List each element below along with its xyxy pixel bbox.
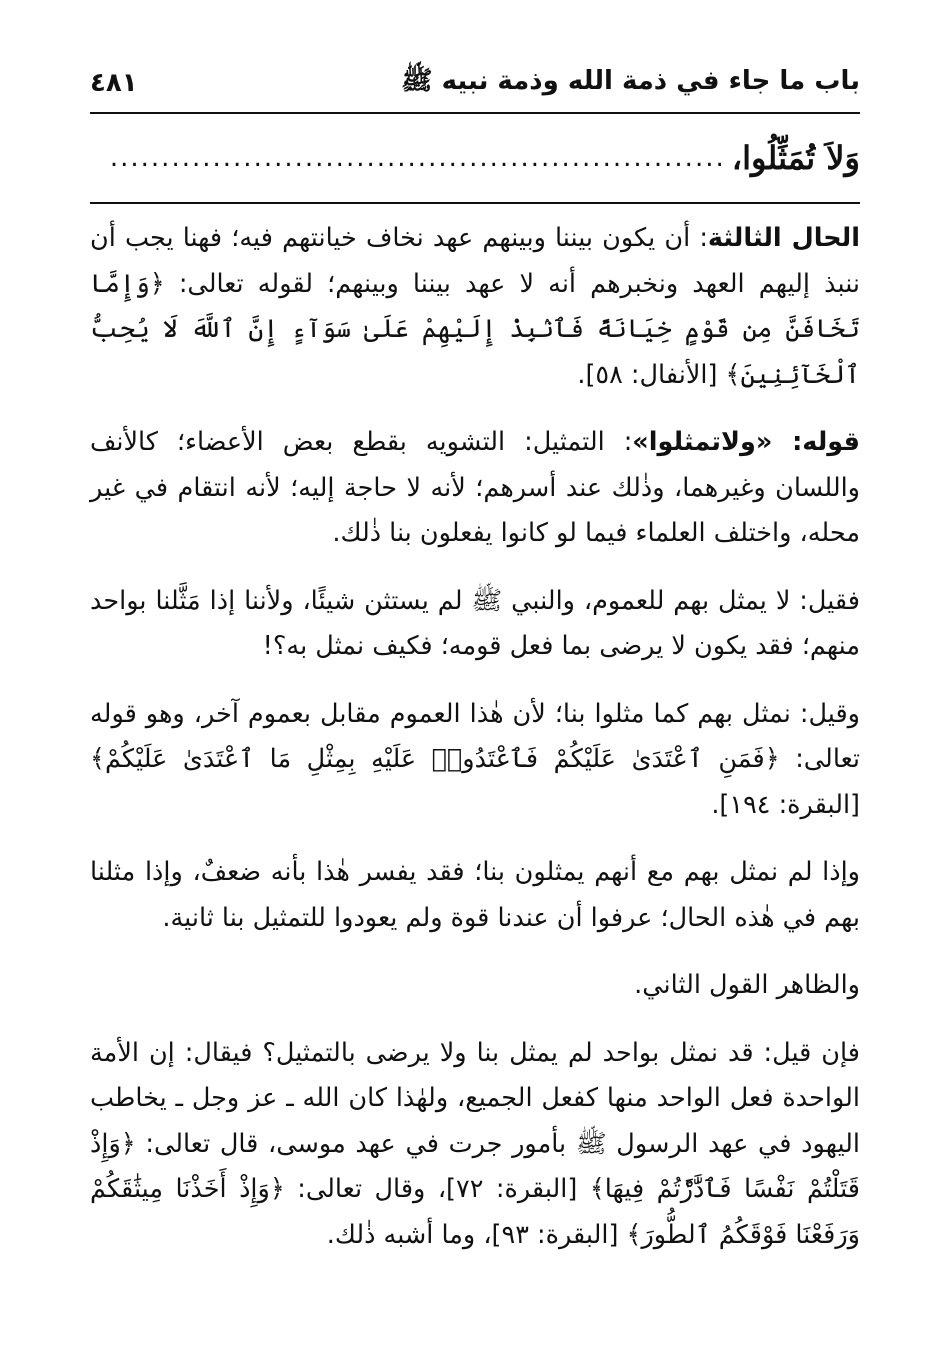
matn-quote-line: [90, 132, 860, 184]
paragraph-text: فإن قيل: قد نمثل بواحد لم يمثل بنا ولا يرضى بالتمثيل؟ فيقال: إن الأمة الواحدة فعل الواحد منها كفعل الجميع، ولهٰذا كان الله ـ عز وجل ـ يخاطب اليهود في عهد الرسول ﷺ بأمور جرت في عهد موسى، قال تعالى:: [90, 1037, 860, 1159]
paragraph-text: والظاهر القول الثاني.: [634, 970, 860, 1000]
paragraph-tail: [البقرة: ٧٢]، وقال تعالى: ﴿وَإِذْ أَخَذْنَا مِيثَٰقَكُمْ وَرَفَعْنَا فَوْقَكُمُ ٱلطُّورَ﴾ [البقرة: ٩٣]، وما أشبه ذٰلك.: [90, 1174, 860, 1250]
matn-leader-dots: ............................................................: [109, 143, 726, 173]
quran-verse: ﴿وَإِذْ قَتَلْتُمْ نَفْسًا فَٱدَّٰرَْٔتُمْ فِيهَا﴾: [90, 1128, 860, 1204]
paragraph: [90, 963, 860, 1009]
page-number: ٤٨١: [90, 68, 138, 98]
paragraph-text: : أن يكون بيننا وبينهم عهد نخاف خيانتهم فيه؛ فهنا يجب أن ننبذ إليهم العهد ونخبرهم أنه لا عهد بيننا وبينهم؛ لقوله تعالى:: [90, 223, 860, 299]
paragraph: [90, 850, 860, 941]
paragraph-text: وقيل: نمثل بهم كما مثلوا بنا؛ لأن هٰذا العموم مقابل بعموم آخر، وهو قوله تعالى:: [90, 698, 860, 774]
paragraph-text: : التمثيل: التشويه بقطع بعض الأعضاء؛ كالأنف واللسان وغيرهما، وذٰلك عند أسرهم؛ لأنه لا حاجة إليه؛ لأنه انتقام في غير محله، واختلف العلماء فيما لو كانوا يفعلون بنا ذٰلك.: [90, 427, 860, 548]
paragraph: [90, 1031, 860, 1259]
paragraph-text: فقيل: لا يمثل بهم للعموم، والنبي ﷺ لم يستثن شيئًا، ولأننا إذا مَثَّلنا بواحد منهم؛ فقد يكون لا يرضى بما فعل قومه؛ فكيف نمثل به؟!: [90, 585, 860, 661]
running-header: [90, 58, 860, 108]
paragraph: [90, 420, 860, 557]
paragraph: [90, 692, 860, 829]
paragraph-tail: [البقرة: ١٩٤].: [711, 789, 860, 820]
commentary-body: [90, 216, 860, 1280]
paragraph-lead: قوله: «ولاتمثلوا»: [632, 427, 860, 457]
paragraph-tail: [الأنفال: ٥٨].: [577, 359, 726, 390]
paragraph: [90, 216, 860, 398]
chapter-title: باب ما جاء في ذمة الله وذمة نبيه ﷺ: [401, 66, 860, 96]
header-rule: [90, 112, 860, 114]
matn-quote: وَلاَ تُمَثِّلُوا،: [731, 139, 860, 177]
paragraph-lead: الحال الثالثة: [707, 223, 860, 253]
paragraph: [90, 579, 860, 670]
matn-rule: [90, 202, 860, 204]
quran-verse: ﴿فَمَنِ ٱعْتَدَىٰ عَلَيْكُمْ فَٱعْتَدُوا۟ عَلَيْهِ بِمِثْلِ مَا ٱعْتَدَىٰ عَلَيْكُمْ﴾: [90, 744, 780, 774]
quran-verse: ﴿وَإِمَّا تَخَافَنَّ مِن قَوْمٍ خِيَانَةً فَٱنۢبِذْ إِلَيْهِمْ عَلَىٰ سَوَآءٍ إِنَّ ٱللَّهَ لَا يُحِبُّ ٱلْخَآئِنِينَ﴾: [90, 268, 860, 390]
paragraph-text: وإذا لم نمثل بهم مع أنهم يمثلون بنا؛ فقد يفسر هٰذا بأنه ضعفٌ، وإذا مثلنا بهم في هٰذه الحال؛ عرفوا أن عندنا قوة ولم يعودوا للتمثيل بنا ثانية.: [90, 857, 860, 933]
